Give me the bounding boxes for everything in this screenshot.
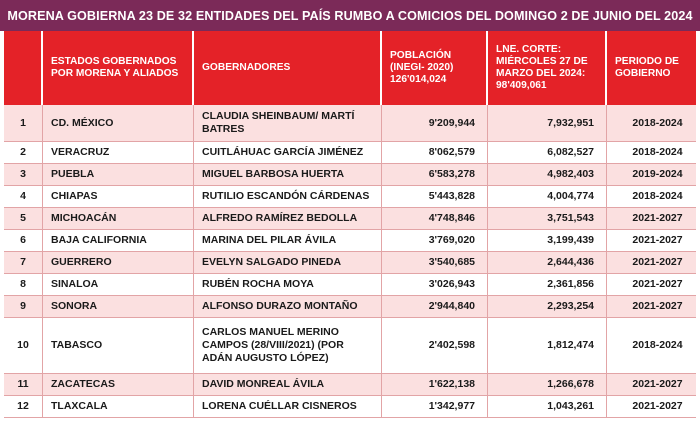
row-num: 7 [4,252,43,274]
row-periodo: 2021-2027 [607,252,696,274]
row-poblacion: 1'622,138 [382,374,488,396]
header-gobernadores: GOBERNADORES [194,31,382,105]
row-gobernador: MIGUEL BARBOSA HUERTA [194,164,382,186]
row-estado: ZACATECAS [43,374,194,396]
table-row [4,318,696,374]
table-row [4,274,696,296]
table-title: MORENA GOBIERNA 23 DE 32 ENTIDADES DEL PAÍS RUMBO A COMICIOS DEL DOMINGO 2 DE JUNIO DEL 2024 [0,0,700,31]
table-row [4,230,696,252]
table-row [4,296,696,318]
row-estado: TLAXCALA [43,396,194,418]
row-num: 5 [4,208,43,230]
row-lne: 6,082,527 [488,142,607,164]
header-num [4,31,43,105]
row-estado: GUERRERO [43,252,194,274]
row-estado: PUEBLA [43,164,194,186]
row-estado: SONORA [43,296,194,318]
row-periodo: 2018-2024 [607,105,696,142]
table-row [4,208,696,230]
row-periodo: 2021-2027 [607,396,696,418]
header-poblacion: POBLACIÓN (INEGI- 2020) 126'014,024 [382,31,488,105]
row-num: 3 [4,164,43,186]
row-gobernador: MARINA DEL PILAR ÁVILA [194,230,382,252]
row-periodo: 2018-2024 [607,186,696,208]
table-row [4,186,696,208]
row-lne: 3,751,543 [488,208,607,230]
row-num: 1 [4,105,43,142]
table-row [4,164,696,186]
row-gobernador: CUITLÁHUAC GARCÍA JIMÉNEZ [194,142,382,164]
row-gobernador: DAVID MONREAL ÁVILA [194,374,382,396]
row-poblacion: 2'944,840 [382,296,488,318]
row-estado: TABASCO [43,318,194,374]
row-poblacion: 8'062,579 [382,142,488,164]
row-lne: 4,982,403 [488,164,607,186]
row-periodo: 2021-2027 [607,230,696,252]
row-poblacion: 6'583,278 [382,164,488,186]
header-row [4,31,696,105]
row-poblacion: 2'402,598 [382,318,488,374]
row-estado: SINALOA [43,274,194,296]
row-periodo: 2021-2027 [607,274,696,296]
row-estado: VERACRUZ [43,142,194,164]
governors-table [4,31,696,418]
row-gobernador: ALFONSO DURAZO MONTAÑO [194,296,382,318]
row-periodo: 2018-2024 [607,318,696,374]
table-row [4,396,696,418]
row-lne: 4,004,774 [488,186,607,208]
row-num: 2 [4,142,43,164]
table-row [4,105,696,142]
row-estado: CD. MÉXICO [43,105,194,142]
row-periodo: 2021-2027 [607,374,696,396]
row-num: 10 [4,318,43,374]
row-poblacion: 9'209,944 [382,105,488,142]
row-lne: 2,361,856 [488,274,607,296]
row-lne: 3,199,439 [488,230,607,252]
row-poblacion: 4'748,846 [382,208,488,230]
row-num: 6 [4,230,43,252]
row-lne: 2,644,436 [488,252,607,274]
row-poblacion: 3'026,943 [382,274,488,296]
row-num: 9 [4,296,43,318]
row-gobernador: LORENA CUÉLLAR CISNEROS [194,396,382,418]
row-num: 4 [4,186,43,208]
row-lne: 7,932,951 [488,105,607,142]
row-estado: CHIAPAS [43,186,194,208]
row-lne: 1,266,678 [488,374,607,396]
row-periodo: 2021-2027 [607,296,696,318]
row-gobernador: RUTILIO ESCANDÓN CÁRDENAS [194,186,382,208]
row-poblacion: 3'540,685 [382,252,488,274]
table-row [4,252,696,274]
row-gobernador: RUBÉN ROCHA MOYA [194,274,382,296]
row-gobernador: CLAUDIA SHEINBAUM/ MARTÍ BATRES [194,105,382,142]
header-periodo: PERIODO DE GOBIERNO [607,31,696,105]
row-periodo: 2021-2027 [607,208,696,230]
row-estado: BAJA CALIFORNIA [43,230,194,252]
row-num: 8 [4,274,43,296]
row-lne: 1,812,474 [488,318,607,374]
row-num: 11 [4,374,43,396]
row-lne: 1,043,261 [488,396,607,418]
row-estado: MICHOACÁN [43,208,194,230]
row-gobernador: CARLOS MANUEL MERINO CAMPOS (28/VIII/2021) (POR ADÁN AUGUSTO LÓPEZ) [194,318,382,374]
row-poblacion: 1'342,977 [382,396,488,418]
row-periodo: 2019-2024 [607,164,696,186]
table-row [4,142,696,164]
row-poblacion: 5'443,828 [382,186,488,208]
row-num: 12 [4,396,43,418]
row-lne: 2,293,254 [488,296,607,318]
header-lne: LNE. CORTE: MIÉRCOLES 27 DE MARZO DEL 2024: 98'409,061 [488,31,607,105]
row-poblacion: 3'769,020 [382,230,488,252]
row-gobernador: EVELYN SALGADO PINEDA [194,252,382,274]
table-row [4,374,696,396]
row-periodo: 2018-2024 [607,142,696,164]
header-estados: ESTADOS GOBERNADOS POR MORENA Y ALIADOS [43,31,194,105]
row-gobernador: ALFREDO RAMÍREZ BEDOLLA [194,208,382,230]
